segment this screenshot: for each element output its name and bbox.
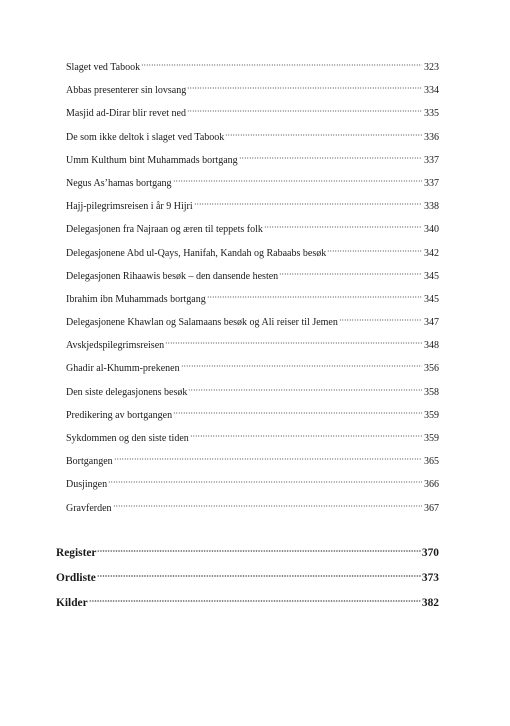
toc-major-title: Ordliste [56,572,96,584]
toc-entry-title: Avskjedspilegrimsreisen [66,340,165,352]
toc-entry-title: Bortgangen [66,456,113,468]
dot-leader [207,295,422,299]
toc-entry-title: Delegasjonen fra Najraan og æren til teppets folk [66,224,263,236]
toc-entry-page: 340 [424,224,439,236]
dot-leader [327,249,422,253]
toc-entry [66,473,439,496]
dot-leader [187,109,422,113]
toc-entry-title: Dusjingen [66,479,108,491]
toc-entry-page: 323 [424,62,439,73]
toc-entry-page: 334 [424,85,439,97]
toc-entry-page: 358 [424,386,439,398]
toc-entry-page: 365 [424,456,439,468]
toc-entry [66,242,439,265]
dot-leader [114,457,422,461]
dot-leader [108,480,422,484]
dot-leader [187,86,422,90]
toc-entry-page: 359 [424,409,439,421]
dot-leader [181,364,422,368]
toc-entry [66,56,439,79]
toc-entry-title: Masjid ad-Dirar blir revet ned [66,108,186,120]
dot-leader [225,133,422,137]
toc-entry [66,218,439,241]
dot-leader [113,504,422,508]
toc-entry-page: 336 [424,131,439,143]
toc-entry-page: 337 [424,177,439,189]
dot-leader [165,341,422,345]
toc-entry-title: Gravferden [66,502,112,514]
toc-entry [66,497,439,520]
dot-leader [173,179,422,183]
toc-entry-title: De som ikke deltok i slaget ved Tabook [66,131,225,143]
toc-entry [66,288,439,311]
dot-leader [239,156,422,160]
dot-leader [97,574,421,578]
toc-entry [66,79,439,102]
toc-entry [66,311,439,334]
toc-entry-page: 345 [424,270,439,282]
toc-entry-page: 348 [424,340,439,352]
toc-entry-title: Predikering av bortgangen [66,409,173,421]
toc-major-entry [56,541,439,566]
toc-entry-title: Delegasjonene Khawlan og Salamaans besøk og Ali reiser til Jemen [66,317,338,329]
toc-entry-title: Umm Kulthum bint Muhammads bortgang [66,154,238,166]
toc-entry-page: 335 [424,108,439,120]
dot-leader [97,549,420,553]
dot-leader [194,202,422,206]
toc-entry [66,404,439,427]
toc-entry-title: Hajj-pilegrimsreisen i år 9 Hijri [66,201,193,213]
table-of-contents [66,56,439,520]
toc-entry-title: Den siste delegasjonens besøk [66,386,188,398]
toc-entry-page: 338 [424,201,439,213]
dot-leader [264,225,422,229]
dot-leader [339,318,422,322]
toc-major-page: 382 [421,597,439,609]
toc-entry-page: 347 [424,317,439,329]
toc-entry-page: 342 [424,247,439,259]
toc-entry-title: Ghadir al-Khumm-prekenen [66,363,180,375]
toc-entry-title: Ibrahim ibn Muhammads bortgang [66,293,206,305]
toc-entry-title: Abbas presenterer sin lovsang [66,85,187,97]
toc-entry [66,265,439,288]
toc-entry-title: Delegasjonen Rihaawis besøk – den dansende hesten [66,270,279,282]
dot-leader [141,63,422,67]
toc-entry-page: 359 [424,433,439,444]
toc-entry-page: 356 [424,363,439,375]
toc-entry [66,381,439,404]
toc-entry-title: Delegasjonene Abd ul-Qays, Hanifah, Kandah og Rabaabs besøk [66,247,327,259]
dot-leader [188,388,422,392]
toc-entry-title: Slaget ved Tabook [66,62,141,73]
toc-major-page: 370 [421,547,439,559]
toc-major-title: Register [56,547,97,559]
toc-major-entry [56,566,439,591]
toc-entry-page: 366 [424,479,439,491]
toc-entry [66,149,439,172]
toc-entry [66,450,439,473]
toc-entry [66,195,439,218]
dot-leader [173,411,422,415]
dot-leader [190,434,422,438]
toc-entry [66,102,439,125]
toc-entry-page: 345 [424,293,439,305]
toc-entry [66,334,439,357]
toc-major-sections [56,541,439,616]
toc-entry [66,427,439,450]
toc-entry [66,172,439,195]
toc-entry-title: Negus As’hamas bortgang [66,177,172,189]
toc-major-page: 373 [421,572,439,584]
toc-major-title: Kilder [56,597,88,609]
toc-entry-page: 337 [424,154,439,166]
toc-entry-title: Sykdommen og den siste tiden [66,433,189,444]
toc-entry-page: 367 [424,502,439,514]
toc-major-entry [56,591,439,616]
dot-leader [279,272,422,276]
dot-leader [89,599,421,603]
toc-entry [66,126,439,149]
toc-entry [66,357,439,380]
